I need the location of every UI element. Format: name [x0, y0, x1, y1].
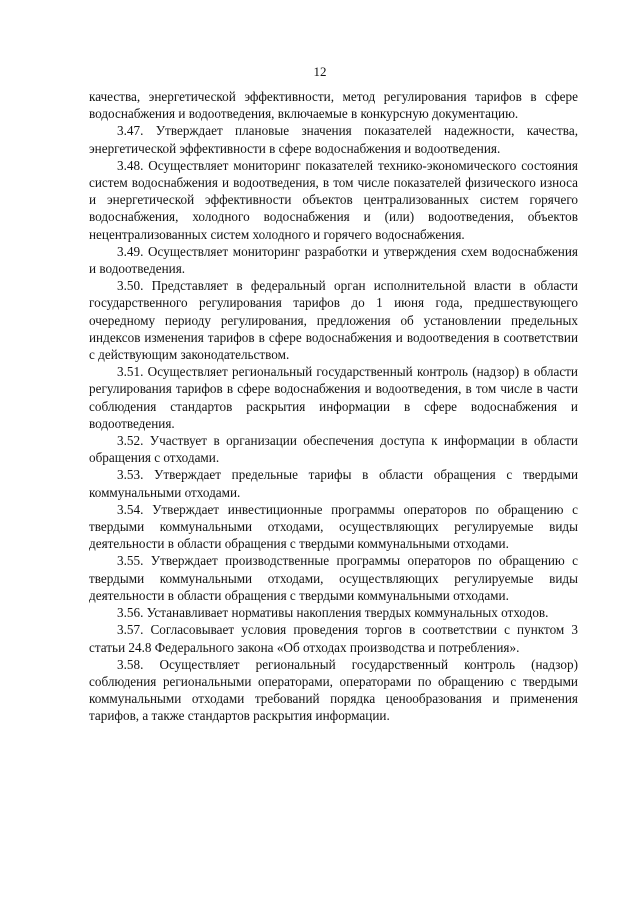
paragraph-3-49: 3.49. Осуществляет мониторинг разработки и утверждения схем водоснабжения и водоотведения.: [89, 243, 578, 277]
paragraph-3-48: 3.48. Осуществляет мониторинг показателей технико-экономического состояния систем водоснабжения и водоотведения, в том числе показателей физического износа и энергетической эффективности объектов централизованных систем горячего водоснабжения, холодного водоснабжения и (или) водоотведения, объектов нецентрализованных систем холодного и горячего водоснабжения.: [89, 157, 578, 242]
paragraph-3-53: 3.53. Утверждает предельные тарифы в области обращения с твердыми коммунальными отходами.: [89, 467, 578, 500]
paragraph-3-52: 3.52. Участвует в организации обеспечения доступа к информации в области обращения с отходами.: [89, 433, 578, 466]
page-number: 12: [313, 64, 327, 79]
paragraph-3-58: 3.58. Осуществляет региональный государственный контроль (надзор) соблюдения региональными операторами, операторами по обращению с твердыми коммунальными отходами требований порядка ценообразования и применения тарифов, а также стандартов раскрытия информации.: [89, 656, 578, 724]
paragraph-3-47: 3.47. Утверждает плановые значения показателей надежности, качества, энергетической эффективности в сфере водоснабжения и водоотведения.: [89, 123, 578, 156]
paragraph-3-55: 3.55. Утверждает производственные программы операторов по обращению с твердыми коммунальными отходами, осуществляющих регулируемые виды деятельности в области обращения с твердыми коммунальными отходами.: [89, 553, 578, 603]
paragraph-3-54: 3.54. Утверждает инвестиционные программы операторов по обращению с твердыми коммунальными отходами, осуществляющих регулируемые виды деятельности в области обращения с твердыми коммунальными отходами.: [89, 501, 578, 552]
paragraph-continuation: качества, энергетической эффективности, метод регулирования тарифов в сфере водоснабжения и водоотведения, включаемые в конкурсную документацию.: [89, 89, 578, 122]
paragraph-3-57: 3.57. Согласовывает условия проведения торгов в соответствии с пунктом 3 статьи 24.8 Федерального закона «Об отходах производства и потребления».: [89, 622, 578, 655]
paragraph-3-51: 3.51. Осуществляет региональный государственный контроль (надзор) в области регулирования тарифов в сфере водоснабжения и водоотведения, в том числе в части соблюдения стандартов раскрытия информации в сфере водоснабжения и водоотведения.: [89, 364, 578, 431]
document-body: [89, 88, 578, 725]
paragraph-3-56: 3.56. Устанавливает нормативы накопления твердых коммунальных отходов.: [117, 605, 549, 621]
paragraph-3-50: 3.50. Представляет в федеральный орган исполнительной власти в области государственного регулирования тарифов до 1 июня года, предшествующего очередному периоду регулирования, предложения об установлении предельных индексов изменения тарифов в сфере водоснабжения и водоотведения в соответствии с действующим законодательством.: [89, 278, 578, 363]
